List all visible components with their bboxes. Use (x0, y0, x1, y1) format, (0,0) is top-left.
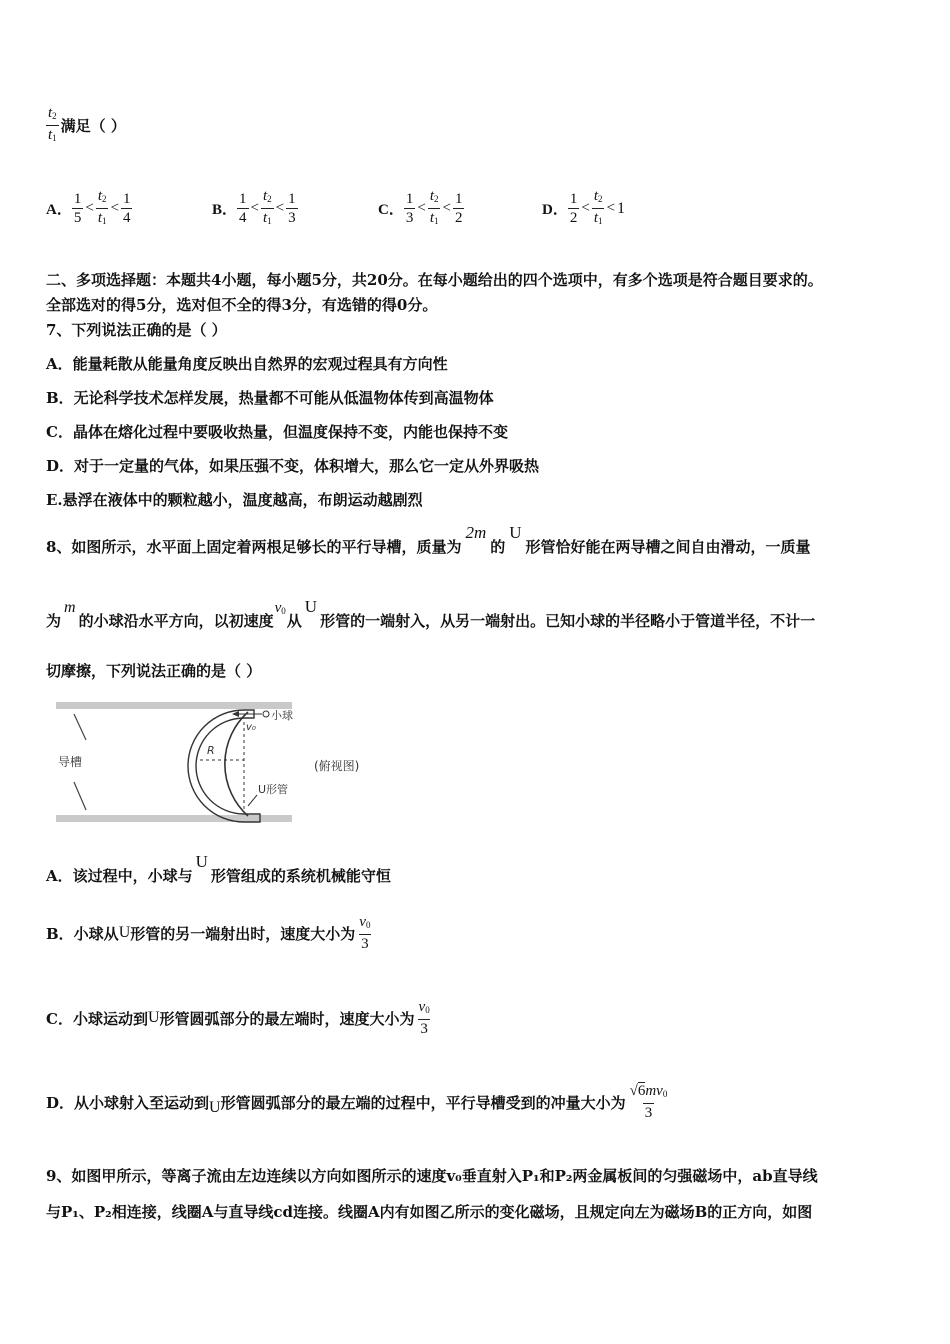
q6-option-d (542, 188, 625, 229)
less-than: < (442, 200, 451, 216)
q7-stem: 7、下列说法正确的是（ ） (46, 321, 227, 339)
left-fraction: $\frac{1}{4}$ (239, 191, 247, 226)
right-value: 1 (616, 199, 625, 217)
groove-pointer-top (74, 714, 86, 740)
q8-option-c: C．小球运动到 U 形管圆弧部分的最左端时，速度大小为 $\frac{v_0}{3}$ (46, 999, 430, 1037)
tube-label: U形管 (258, 783, 289, 796)
less-than: < (85, 200, 94, 216)
u-symbol: U (509, 523, 522, 542)
q6-option-b (212, 188, 298, 229)
ratio-fraction: $\frac{t_2}{t_1}$ (261, 188, 274, 229)
left-fraction: $\frac{1}{5}$ (73, 191, 82, 226)
u-tube-figure (52, 700, 392, 828)
v0-symbol: $v_0$ (274, 600, 286, 616)
option-label: C． (378, 202, 404, 218)
less-than: < (417, 200, 426, 216)
v0-over-3-fraction-b: $\frac{v_0}{3}$ (359, 914, 371, 952)
mass-2m: 2m (465, 523, 487, 542)
q7-option-d: D．对于一定量的气体，如果压强不变，体积增大，那么它一定从外界吸热 (46, 457, 540, 475)
q7-option-a: A．能量耗散从能量角度反映出自然界的宏观过程具有方向性 (46, 355, 448, 373)
q9-stem-line2: 与P₁、P₂相连接，线圈A与直导线cd连接。线圈A内有如图乙所示的变化磁场，且规定向左为磁场B的正方向，如图 (46, 1203, 813, 1221)
q9-stem-line1: 9、如图甲所示，等离子流由左边连续以方向如图所示的速度v₀垂直射入P₁和P₂两金属板间的匀强磁场中，ab直导线 (46, 1167, 818, 1185)
q6-stem-tail (46, 105, 126, 146)
tube-pointer (248, 795, 257, 806)
u-symbol: U (147, 1009, 160, 1026)
q8-option-d: D．从小球射入至运动到 U 形管圆弧部分的最左端的过程中，平行导槽受到的冲量大小为 $\frac{√6mv_0}{3}$ (46, 1083, 668, 1121)
less-than: < (581, 200, 590, 216)
u-symbol: U (304, 597, 318, 616)
q6-option-c (378, 188, 464, 229)
left-fraction: $\frac{1}{2}$ (569, 191, 578, 226)
ratio-fraction: $\frac{t_2}{t_1}$ (428, 188, 441, 229)
q8-stem-line2: 为m的小球沿水平方向，以初速度$v_0$从U形管的一端射入，从另一端射出。已知小球的半径略小于管道半径，不计一 (46, 597, 816, 630)
less-than: < (606, 200, 615, 216)
q8-stem-line1: 8、如图所示，水平面上固定着两根足够长的平行导槽，质量为2m的U形管恰好能在两导槽之间自由滑动，一质量 (46, 523, 811, 556)
q8-option-b: B．小球从 U 形管的另一端射出时，速度大小为 $\frac{v_0}{3}$ (46, 914, 371, 952)
bottom-groove (56, 815, 292, 822)
v0-over-3-fraction-c: $\frac{v_0}{3}$ (418, 999, 430, 1037)
section2-line1: 二、多项选择题：本题共4小题，每小题5分，共20分。在每小题给出的四个选项中，有多个选项是符合题目要求的。 (46, 271, 823, 289)
q7-option-e: E.悬浮在液体中的颗粒越小，温度越高，布朗运动越剧烈 (46, 491, 423, 509)
q7-option-b: B．无论科学技术怎样发展，热量都不可能从低温物体传到高温物体 (46, 389, 494, 407)
view-label: (俯视图) (314, 759, 360, 773)
u-symbol: U (118, 924, 131, 941)
groove-label: 导槽 (58, 755, 83, 769)
option-label: A． (46, 202, 72, 218)
q6-option-a (46, 188, 132, 229)
groove-pointer-bottom (74, 782, 86, 810)
right-fraction: $\frac{1}{2}$ (454, 191, 463, 226)
top-groove (56, 702, 292, 709)
u-symbol: U (195, 852, 208, 871)
less-than: < (110, 200, 119, 216)
right-fraction: $\frac{1}{3}$ (288, 191, 296, 226)
u-tube-outer (225, 712, 248, 816)
mass-m: m (64, 599, 76, 616)
less-than: < (275, 200, 285, 216)
section2-line2: 全部选对的得5分，选对但不全的得3分，有选错的得0分。 (46, 296, 438, 314)
t2-over-t1-fraction: $\frac{t_2}{t_1}$ (46, 105, 59, 146)
radius-label: R (207, 744, 215, 757)
q7-option-c: C．晶体在熔化过程中要吸收热量，但温度保持不变，内能也保持不变 (46, 423, 508, 441)
u-symbol: U (209, 1099, 221, 1116)
ball (263, 711, 269, 717)
v0-label: v₀ (246, 722, 256, 733)
q6-stem-text: 满足（ ） (60, 117, 126, 135)
ball-label: 小球 (271, 709, 293, 722)
left-fraction: $\frac{1}{3}$ (405, 191, 414, 226)
option-label: D． (542, 202, 568, 218)
q8-stem-line3: 切摩擦，下列说法正确的是（ ） (46, 662, 262, 680)
less-than: < (250, 200, 259, 216)
ratio-fraction: $\frac{t_2}{t_1}$ (96, 188, 109, 229)
v0-arrowhead (232, 711, 239, 717)
right-fraction: $\frac{1}{4}$ (122, 191, 131, 226)
option-label: B． (212, 202, 238, 218)
impulse-fraction: $\frac{√6mv_0}{3}$ (629, 1083, 668, 1121)
q8-option-a: A．该过程中，小球与U形管组成的系统机械能守恒 (46, 852, 391, 885)
ratio-fraction: $\frac{t_2}{t_1}$ (592, 188, 605, 229)
